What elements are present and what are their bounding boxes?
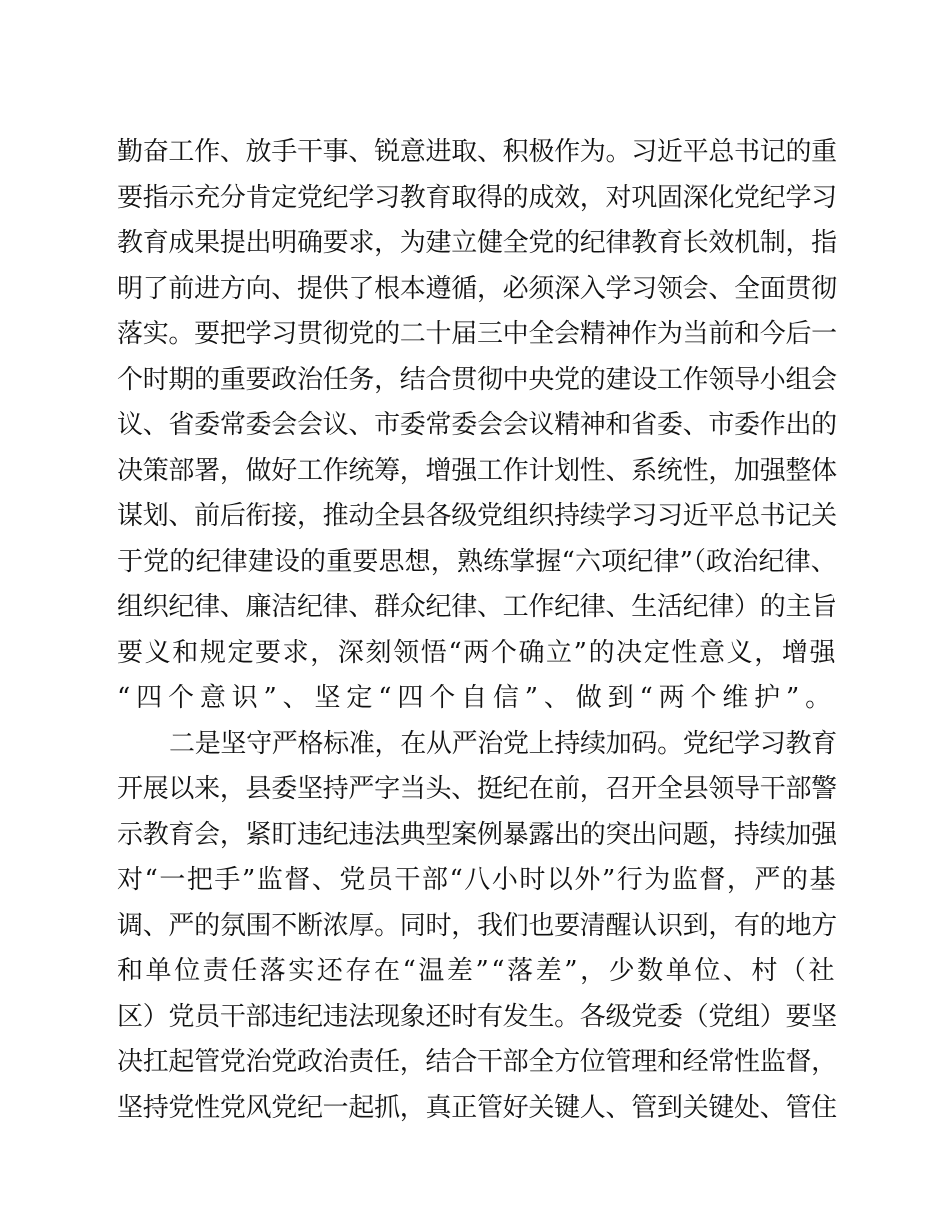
text-line: 组织纪律、廉洁纪律、群众纪律、工作纪律、生活纪律）的主旨 [117, 592, 837, 622]
text-line: 个时期的重要政治任务，结合贯彻中央党的建设工作领导小组会 [117, 364, 837, 395]
text-line: 谋划、前后衔接，推动全县各级党组织持续学习习近平总书记关 [117, 501, 837, 531]
text-line: 决策部署，做好工作统筹，增强工作计划性、系统性，加强整体 [117, 455, 837, 486]
text-line: 明了前进方向、提供了根本遵循，必须深入学习领会、全面贯彻 [117, 273, 837, 304]
text-line: 调、严的氛围不断浓厚。同时，我们也要清醒认识到，有的地方 [117, 910, 837, 941]
text-line: 于党的纪律建设的重要思想，熟练掌握“六项纪律”（政治纪律、 [117, 546, 837, 577]
text-line: “四个意识”、坚定“四个自信”、做到“两个维护”。 [117, 683, 837, 713]
text-line: 示教育会，紧盯违纪违法典型案例暴露出的突出问题，持续加强 [117, 819, 837, 850]
text-line: 落实。要把学习贯彻党的二十届三中全会精神作为当前和今后一 [117, 319, 837, 349]
text-line: 和单位责任落实还存在“温差”“落差”，少数单位、村（社 [117, 956, 837, 986]
text-line: 教育成果提出明确要求，为建立健全党的纪律教育长效机制，指 [117, 228, 837, 258]
text-line: 议、省委常委会会议、市委常委会会议精神和省委、市委作出的 [117, 410, 837, 440]
document-body-text [117, 130, 837, 1131]
text-line: 区）党员干部违纪违法现象还时有发生。各级党委（党组）要坚 [117, 1001, 837, 1032]
text-line: 决扛起管党治党政治责任，结合干部全方位管理和经常性监督， [117, 1047, 837, 1077]
text-line: 坚持党性党风党纪一起抓，真正管好关键人、管到关键处、管住 [117, 1092, 837, 1123]
paragraph-first-line: 二是坚守严格标准，在从严治党上持续加码。党纪学习教育 [169, 728, 837, 759]
text-line: 开展以来，县委坚持严字当头、挺纪在前，召开全县领导干部警 [117, 774, 837, 804]
text-line: 勤奋工作、放手干事、锐意进取、积极作为。习近平总书记的重 [117, 137, 837, 167]
text-line: 要指示充分肯定党纪学习教育取得的成效，对巩固深化党纪学习 [117, 182, 837, 213]
text-line: 对“一把手”监督、党员干部“八小时以外”行为监督，严的基 [117, 865, 837, 895]
text-line: 要义和规定要求，深刻领悟“两个确立”的决定性意义，增强 [117, 637, 837, 668]
